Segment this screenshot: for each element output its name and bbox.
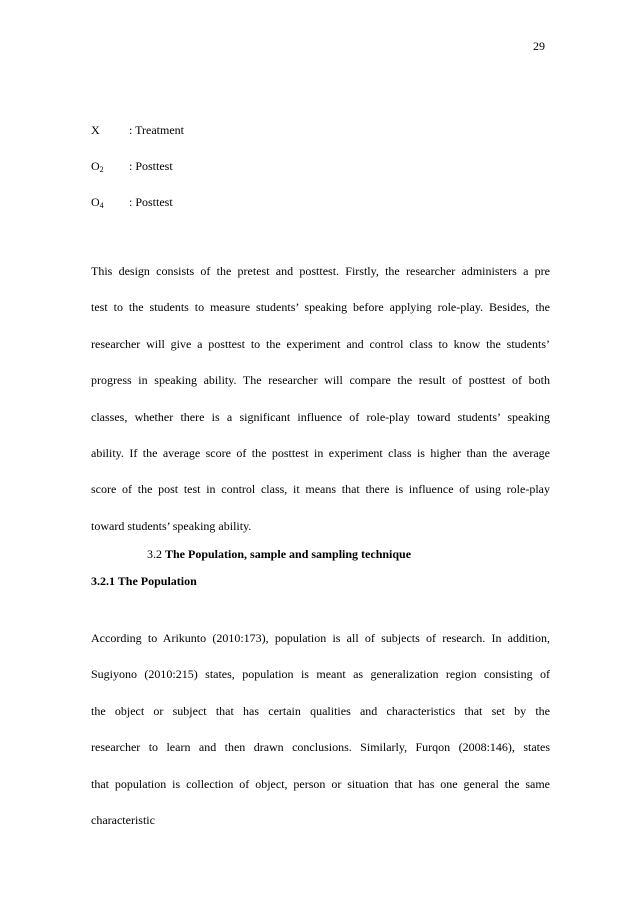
paragraph-line: researcher to learn and then drawn conclusions. Similarly, Furqon (2008:146), states — [91, 740, 550, 755]
legend-symbol: X — [91, 123, 100, 137]
section-number: 3.2 — [147, 547, 162, 561]
page-number: 29 — [533, 39, 545, 53]
paragraph-line: progress in speaking ability. The researcher will compare the result of posttest of both — [91, 373, 550, 388]
paragraph-line: the object or subject that has certain qualities and characteristics that set by the — [91, 703, 550, 718]
population-paragraph — [91, 631, 550, 849]
legend-symbol: $O_2$ — [91, 159, 104, 174]
paragraph-line: This design consists of the pretest and posttest. Firstly, the researcher administers a pre — [91, 264, 550, 278]
paragraph-line: score of the post test in control class, it means that there is influence of using role-play — [91, 482, 550, 497]
legend-description: : Posttest — [129, 195, 173, 209]
section-heading — [147, 547, 411, 562]
paragraph-line: toward students’ speaking ability. — [91, 518, 252, 533]
legend-description: : Posttest — [129, 159, 173, 173]
design-description-paragraph — [91, 264, 550, 555]
paragraph-line: researcher will give a posttest to the experiment and control class to know the students’ — [91, 336, 550, 351]
legend-description: : Treatment — [129, 123, 185, 137]
legend-symbol: $O_4$ — [91, 195, 104, 210]
paragraph-line: that population is collection of object, person or situation that has one general the same — [91, 776, 550, 791]
paragraph-line: characteristic — [91, 812, 155, 827]
paragraph-line: Sugiyono (2010:215) states, population is meant as generalization region consisting of — [91, 667, 550, 682]
section-title: The Population, sample and sampling technique — [165, 547, 412, 561]
subsection-heading: 3.2.1 The Population — [91, 574, 197, 588]
paragraph-line: According to Arikunto (2010:173), population is all of subjects of research. In addition, — [91, 631, 550, 645]
paragraph-line: classes, whether there is a significant influence of role-play toward students’ speaking — [91, 409, 550, 424]
paragraph-line: ability. If the average score of the posttest in experiment class is higher than the average — [91, 445, 550, 460]
paragraph-line: test to the students to measure students’ speaking before applying role-play. Besides, the — [91, 300, 550, 315]
